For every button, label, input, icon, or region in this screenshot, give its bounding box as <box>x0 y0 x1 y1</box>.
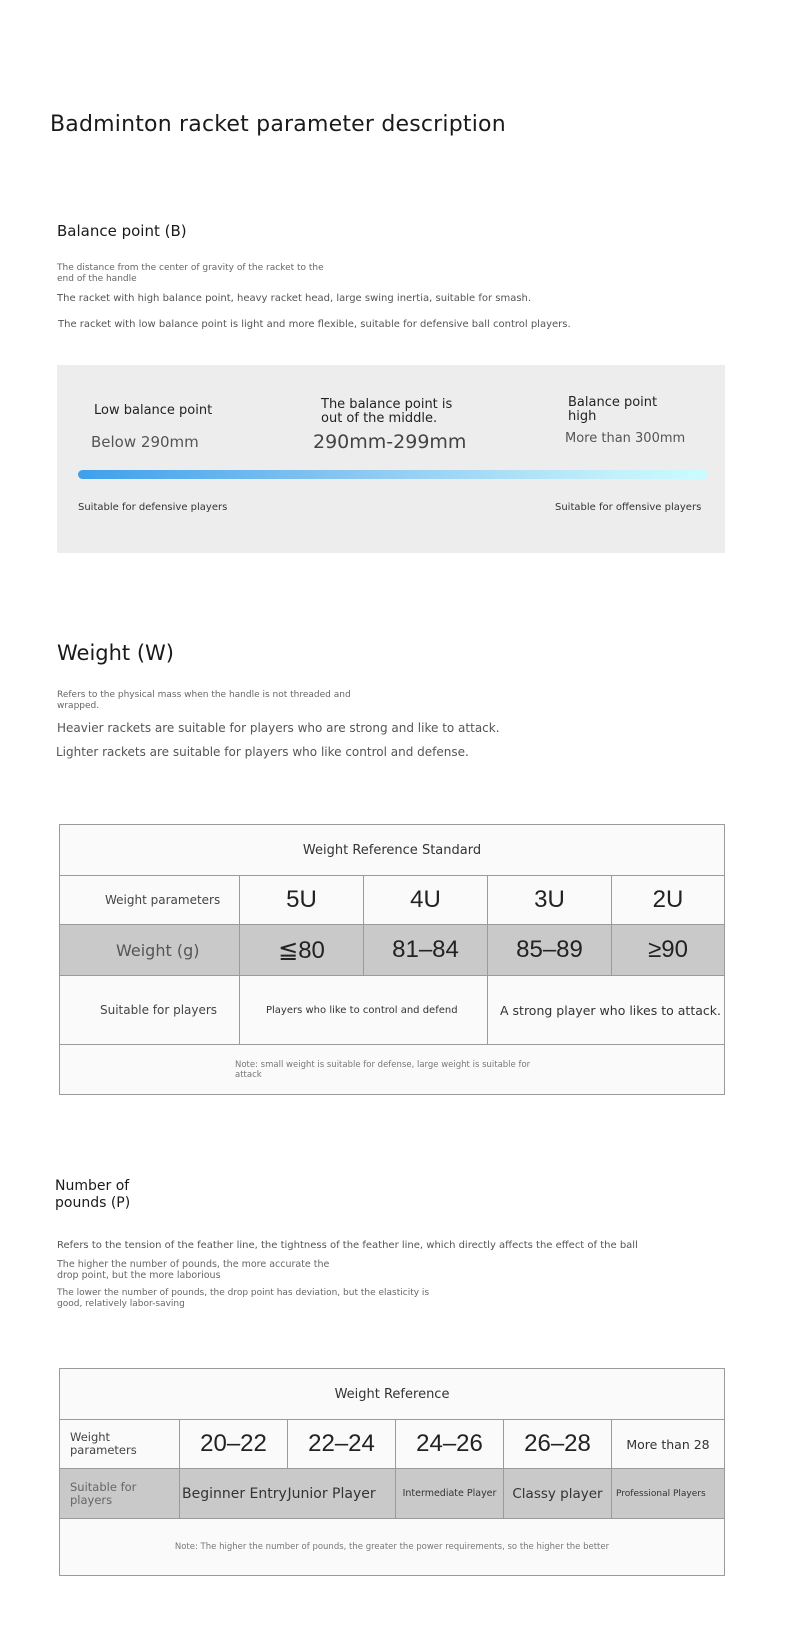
pounds-26-28: 26–28 <box>504 1420 612 1469</box>
balance-line-2: The racket with low balance point is light and more flexible, suitable for defensive ball control players. <box>58 319 571 330</box>
balance-gradient-bar <box>78 470 708 479</box>
pounds-suitable-label: Suitable for players <box>60 1469 180 1519</box>
mid-balance-label: The balance point is out of the middle. <box>321 397 453 426</box>
suitable-intermediate: Intermediate Player <box>396 1469 504 1519</box>
balance-definition: The distance from the center of gravity of the racket to the end of the handle <box>57 263 324 284</box>
suitable-label: Suitable for players <box>60 976 240 1045</box>
weight-line-2: Lighter rackets are suitable for players who like control and defense. <box>56 745 469 759</box>
suitable-attack: A strong player who likes to attack. <box>488 976 725 1045</box>
low-balance-label: Low balance point <box>94 403 213 418</box>
balance-panel <box>57 365 725 553</box>
weight-2u: ≥90 <box>612 925 725 976</box>
pounds-line-2: The lower the number of pounds, the drop point has deviation, but the elasticity is good, relatively labor-saving <box>57 1288 430 1309</box>
param-3u: 3U <box>488 876 612 925</box>
weight-5u: ≦80 <box>240 925 364 976</box>
pounds-table <box>59 1368 725 1576</box>
param-4u: 4U <box>364 876 488 925</box>
pounds-param-label: Weight parameters <box>60 1420 180 1469</box>
pounds-24-26: 24–26 <box>396 1420 504 1469</box>
suitable-defensive: Players who like to control and defend <box>240 976 488 1045</box>
low-balance-value: Below 290mm <box>91 433 199 451</box>
pounds-28-plus: More than 28 <box>612 1420 725 1469</box>
high-balance-value: More than 300mm <box>565 431 686 446</box>
pounds-20-22: 20–22 <box>180 1420 288 1469</box>
weight-definition: Refers to the physical mass when the handle is not threaded and wrapped. <box>57 690 351 711</box>
suitable-professional: Professional Players <box>612 1469 725 1519</box>
weight-heading: Weight (W) <box>57 641 174 665</box>
weight-note: Note: small weight is suitable for defense, large weight is suitable for attack <box>60 1045 725 1095</box>
pounds-table-title: Weight Reference <box>60 1369 725 1420</box>
suitable-beginner: Beginner Entry <box>180 1469 288 1519</box>
offensive-caption: Suitable for offensive players <box>555 502 702 513</box>
suitable-classy: Classy player <box>504 1469 612 1519</box>
weight-3u: 85–89 <box>488 925 612 976</box>
weight-line-1: Heavier rackets are suitable for players who are strong and like to attack. <box>57 721 500 735</box>
balance-heading: Balance point (B) <box>57 222 187 240</box>
mid-balance-value: 290mm-299mm <box>313 431 467 453</box>
weight-table-title: Weight Reference Standard <box>60 825 725 876</box>
weight-4u: 81–84 <box>364 925 488 976</box>
pounds-22-24: 22–24 <box>288 1420 396 1469</box>
pounds-heading: Number of pounds (P) <box>55 1178 131 1211</box>
param-5u: 5U <box>240 876 364 925</box>
suitable-junior: Junior Player <box>288 1469 396 1519</box>
param-2u: 2U <box>612 876 725 925</box>
weight-g-label: Weight (g) <box>60 925 240 976</box>
high-balance-label: Balance point high <box>568 395 658 424</box>
pounds-note: Note: The higher the number of pounds, the greater the power requirements, so the higher the better <box>60 1519 725 1576</box>
pounds-line-1: The higher the number of pounds, the more accurate the drop point, but the more laborious <box>57 1259 330 1281</box>
pounds-definition: Refers to the tension of the feather line, the tightness of the feather line, which directly affects the effect of the ball <box>57 1240 638 1251</box>
defensive-caption: Suitable for defensive players <box>78 502 228 513</box>
balance-line-1: The racket with high balance point, heavy racket head, large swing inertia, suitable for smash. <box>57 293 532 304</box>
page-title: Badminton racket parameter description <box>50 112 506 137</box>
weight-table <box>59 824 725 1095</box>
weight-param-label: Weight parameters <box>60 876 240 925</box>
